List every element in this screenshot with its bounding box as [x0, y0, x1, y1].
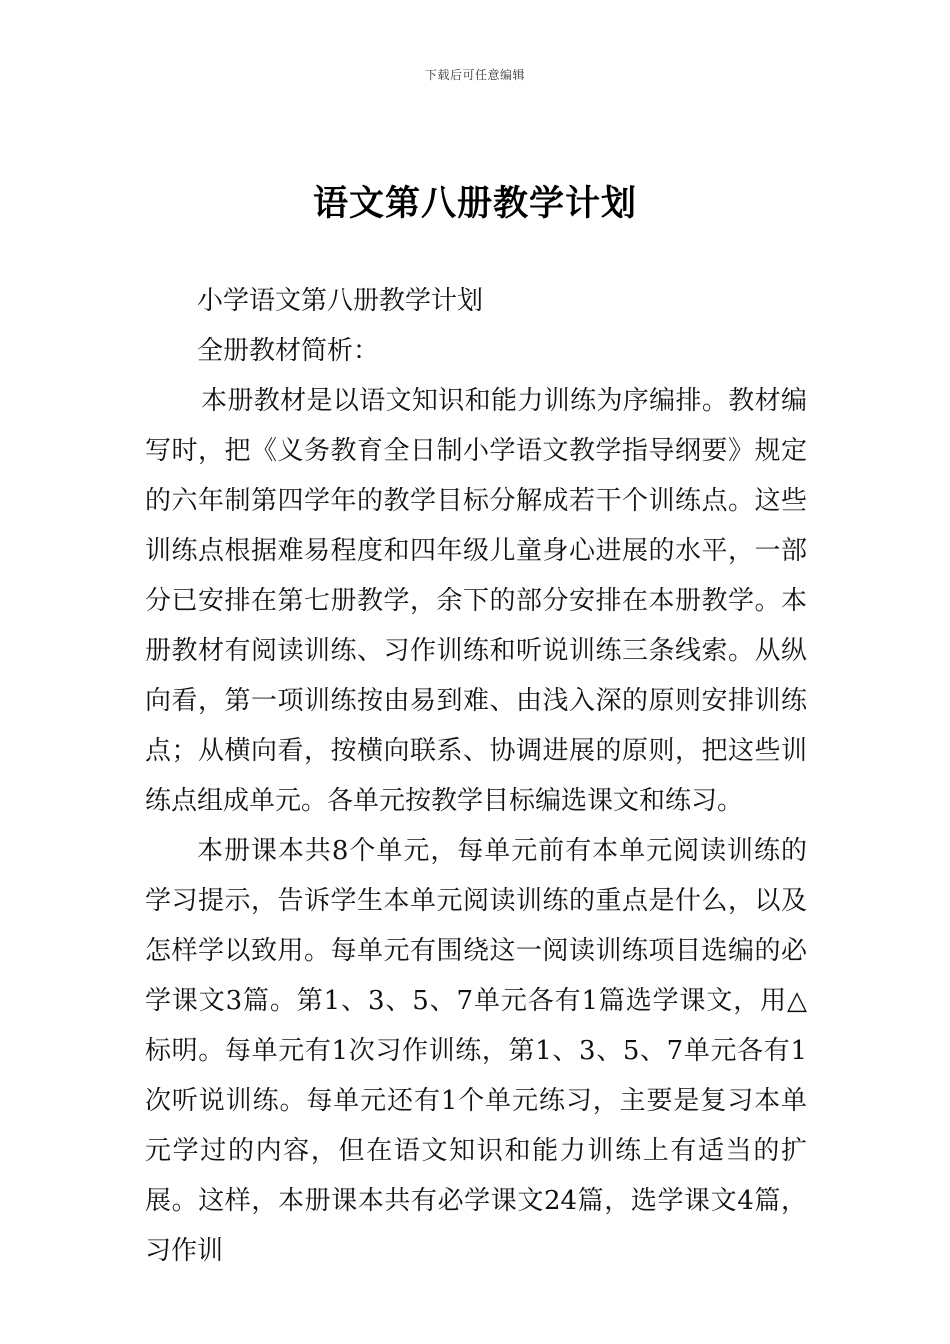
section-heading: 全册教材简析： — [197, 336, 380, 366]
body-paragraph: 本册课本共8个单元，每单元前有本单元阅读训练的学习提示，告诉学生本单元阅读训练的重点是什么，以及怎样学以致用。每单元有围绕这一阅读训练项目选编的必学课文3篇。第1、3、5、7单元各有1篇选学课文，用△标明。每单元有1次习作训练，第1、3、5、7单元各有1次听说训练。每单元还有1个单元练习，主要是复习本单元学过的内容，但在语文知识和能力训练上有适当的扩展。这样，本册课本共有必学课文24篇，选学课文4篇，习作训 — [145, 836, 807, 1266]
header-note: 下载后可任意编辑 — [424, 68, 525, 82]
body-paragraph: 本册教材是以语文知识和能力训练为序编排。教材编写时，把《义务教育全日制小学语文教学指导纲要》规定的六年制第四学年的教学目标分解成若干个训练点。这些训练点根据难易程度和四年级儿童身心进展的水平，一部分已安排在第七册教学，余下的部分安排在本册教学。本册教材有阅读训练、习作训练和听说训练三条线索。从纵向看，第一项训练按由易到难、由浅入深的原则安排训练点；从横向看，按横向联系、协调进展的原则，把这些训练点组成单元。各单元按教学目标编选课文和练习。 — [145, 386, 807, 816]
document-title: 语文第八册教学计划 — [312, 184, 637, 224]
subtitle-paragraph: 小学语文第八册教学计划 — [197, 286, 484, 316]
document-body — [145, 276, 807, 1276]
